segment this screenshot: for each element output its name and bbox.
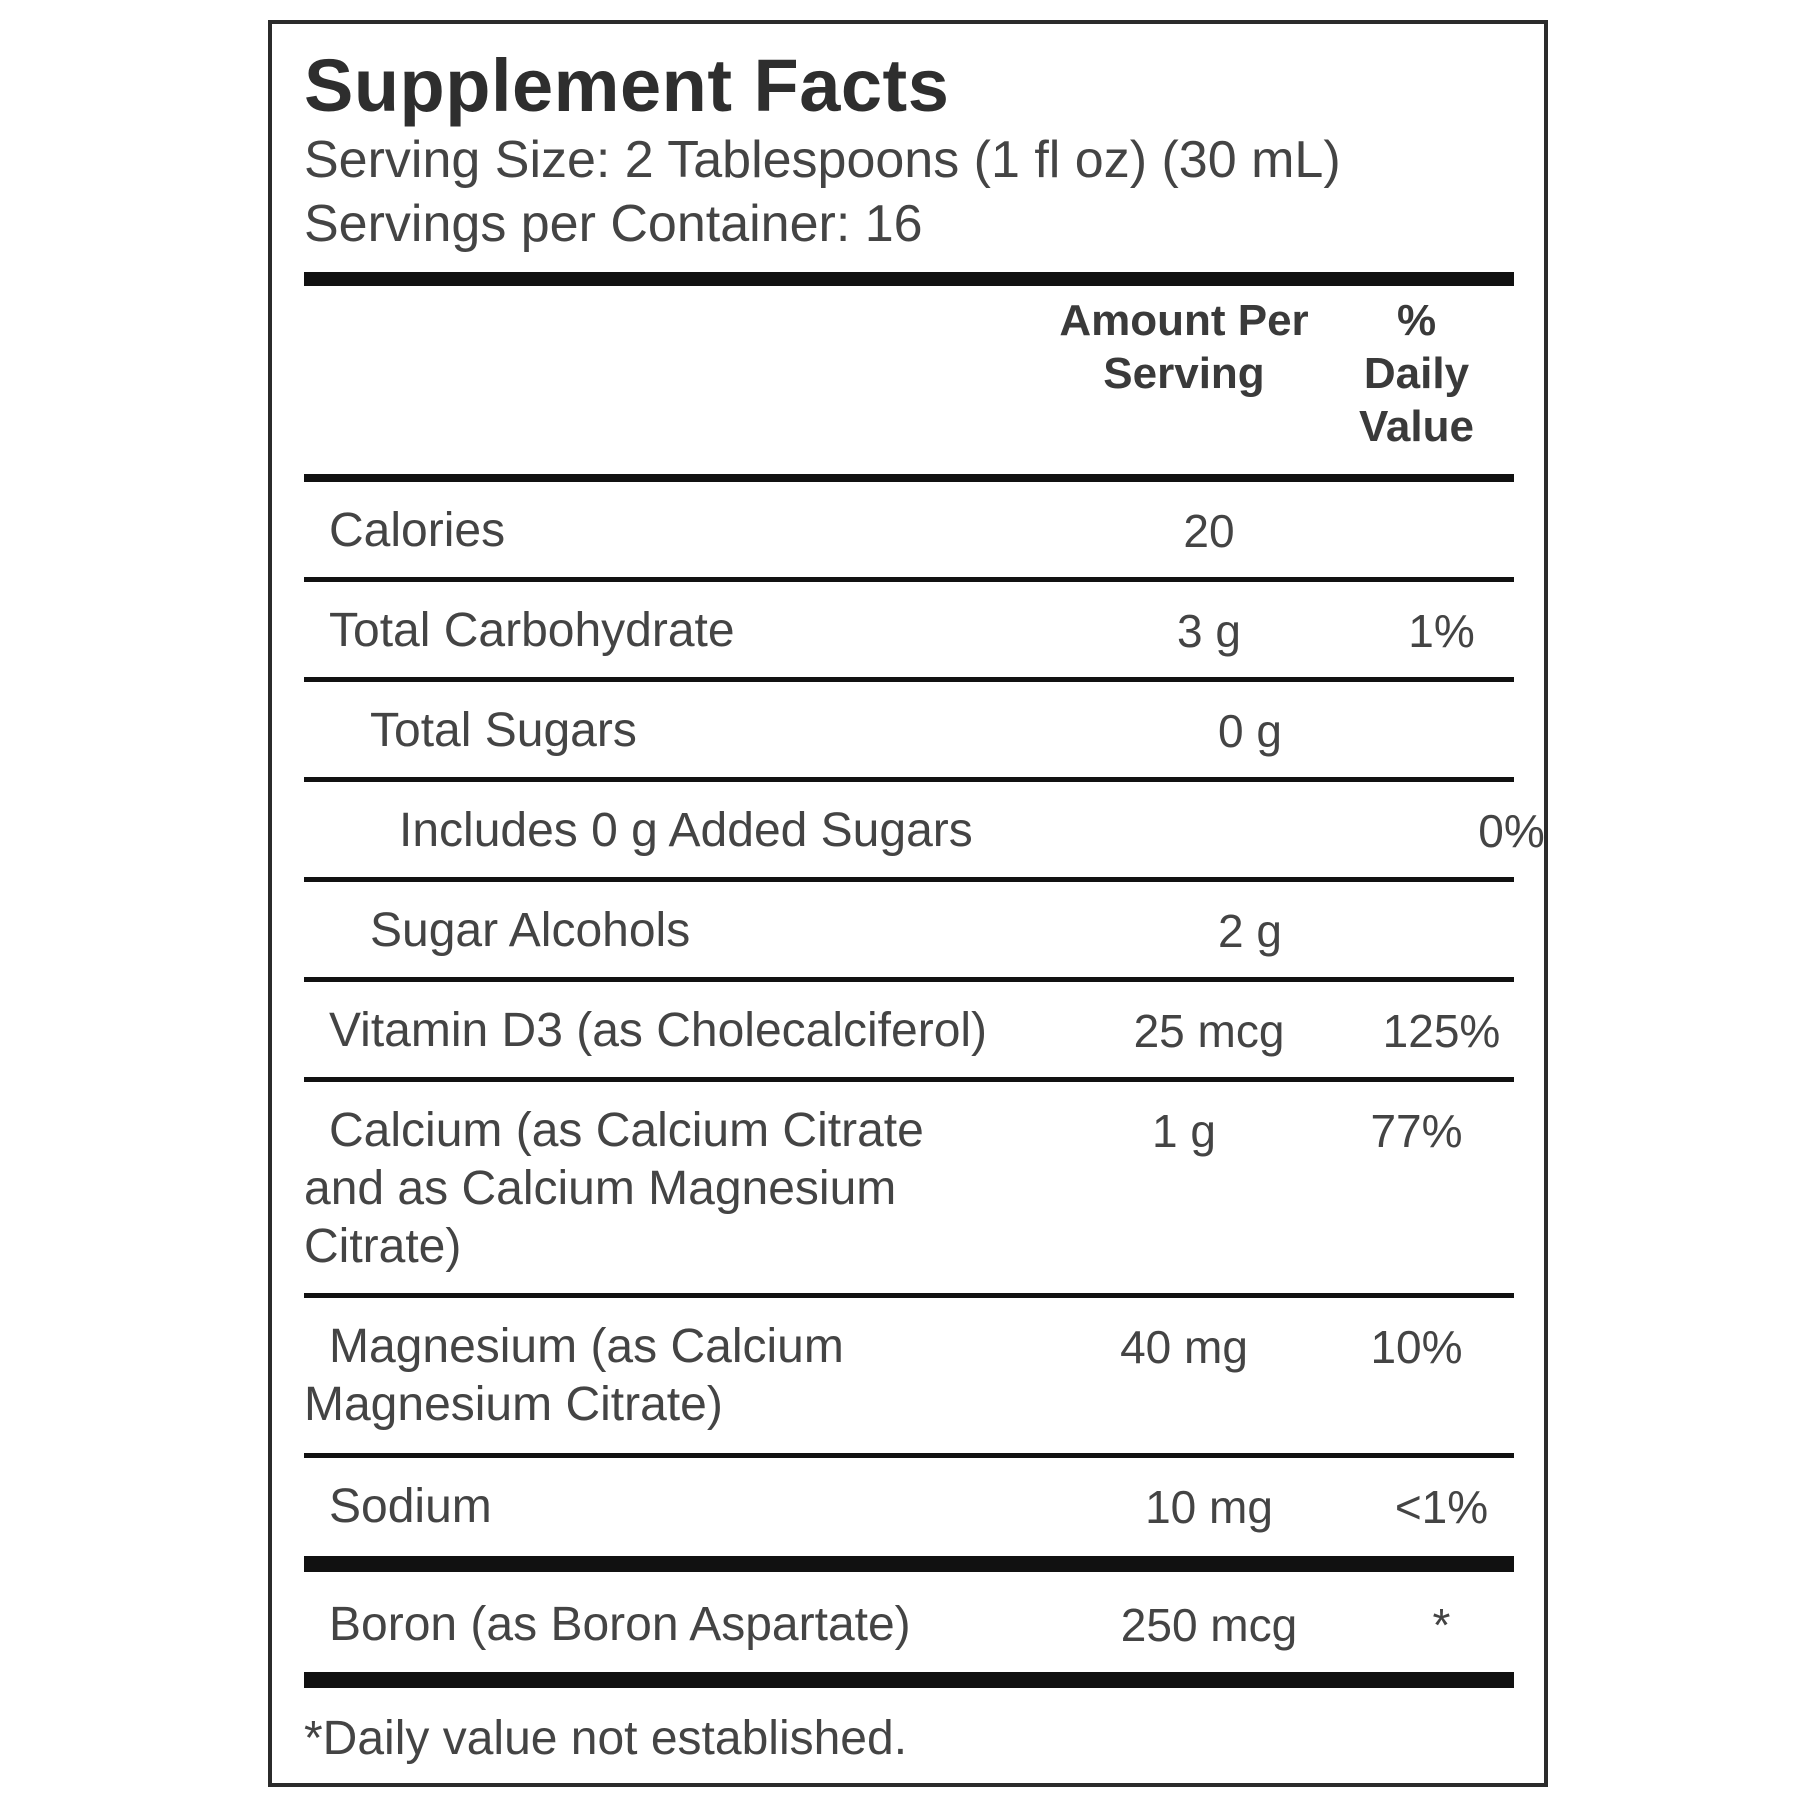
nutrient-name: Boron (as Boron Aspartate) <box>329 1598 911 1651</box>
nutrient-amount: 40 mg <box>1120 1321 1248 1373</box>
nutrient-daily-value: 1% <box>1408 605 1475 657</box>
nutrient-daily-value: 125% <box>1382 1005 1501 1057</box>
nutrient-amount: 1 g <box>1152 1105 1216 1157</box>
nutrient-daily-value: 77% <box>1370 1105 1463 1157</box>
header-amount-per-serving <box>1049 294 1319 400</box>
nutrient-name: Total Carbohydrate <box>329 604 735 657</box>
top-divider <box>304 272 1514 286</box>
nutrient-amount: 10 mg <box>1145 1481 1273 1533</box>
serving-size: Serving Size: 2 Tablespoons (1 fl oz) (30 mL) <box>304 131 1341 189</box>
nutrient-row-sodium <box>304 1458 1514 1556</box>
nutrient-amount: 25 mcg <box>1133 1005 1285 1057</box>
nutrient-daily-value: 0% <box>1478 805 1545 857</box>
nutrient-name: Calories <box>329 504 506 557</box>
nutrient-row-boron <box>304 1572 1514 1672</box>
nutrient-name: Includes 0 g Added Sugars <box>399 804 973 857</box>
header-dv-line3: Value <box>1359 402 1474 451</box>
nutrient-row-magnesium <box>304 1298 1514 1458</box>
label-title: Supplement Facts <box>304 44 950 127</box>
nutrient-row-total-sugars <box>304 682 1514 782</box>
nutrient-name: Vitamin D3 (as Cholecalciferol) <box>329 1004 988 1057</box>
nutrient-daily-value: <1% <box>1394 1481 1489 1533</box>
footnote: *Daily value not established. <box>304 1712 908 1765</box>
nutrient-row-calories <box>304 482 1514 582</box>
nutrient-name: Total Sugars <box>370 704 637 757</box>
nutrient-amount: 2 g <box>1218 905 1282 957</box>
bottom-divider <box>304 1672 1514 1688</box>
nutrient-name: Sodium <box>329 1480 492 1533</box>
nutrient-row-added-sugars <box>304 782 1545 882</box>
nutrient-row-sugar-alcohols <box>304 882 1514 982</box>
nutrient-daily-value: * <box>1432 1599 1451 1651</box>
nutrient-row-vitamin-d3 <box>304 982 1514 1082</box>
nutrient-name: Sugar Alcohols <box>370 904 691 957</box>
nutrient-row-total-carbohydrate <box>304 582 1514 682</box>
header-dv-line2: Daily <box>1363 349 1470 398</box>
label-content <box>304 44 1545 1768</box>
nutrient-daily-value: 10% <box>1370 1321 1463 1373</box>
header-amount-line2: Serving <box>1103 349 1265 398</box>
servings-per-container: Servings per Container: 16 <box>304 195 923 253</box>
nutrient-amount: 3 g <box>1177 605 1241 657</box>
header-amount-line1: Amount Per <box>1059 296 1309 345</box>
nutrient-name: Calcium (as Calcium Citrate and as Calcium Magnesium Citrate) <box>304 1104 924 1273</box>
nutrient-row-calcium <box>304 1082 1514 1298</box>
header-divider <box>304 474 1514 482</box>
sodium-divider <box>304 1556 1514 1572</box>
header-daily-value <box>1319 294 1514 453</box>
header-dv-line1: % <box>1396 296 1437 345</box>
supplement-facts-panel <box>268 20 1548 1787</box>
nutrient-amount: 0 g <box>1218 705 1282 757</box>
nutrient-amount: 250 mcg <box>1120 1599 1298 1651</box>
nutrient-name: Magnesium (as Calcium Magnesium Citrate) <box>304 1320 844 1431</box>
nutrient-amount: 20 <box>1183 505 1235 557</box>
column-header-row <box>304 286 1514 474</box>
